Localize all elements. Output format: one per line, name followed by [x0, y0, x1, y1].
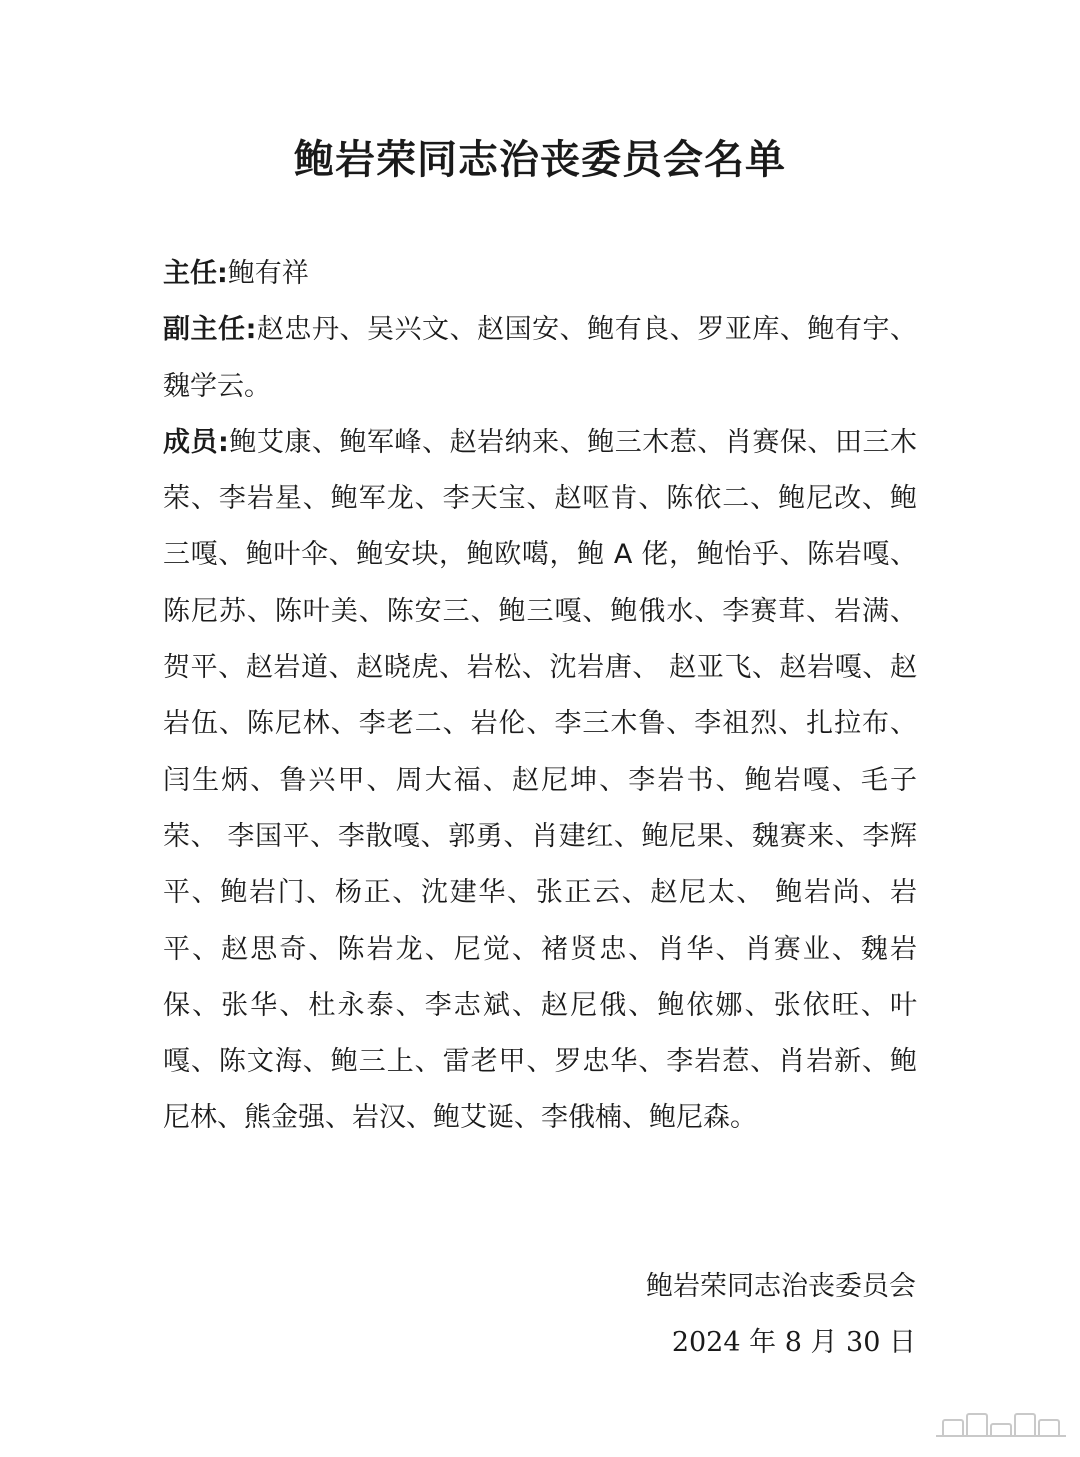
signature-date: 2024 年 8 月 30 日	[671, 1327, 916, 1358]
members-row	[163, 415, 917, 1147]
document-body	[163, 246, 917, 1147]
members-label: 成员:	[163, 426, 229, 458]
signature-organization: 鲍岩荣同志治丧委员会	[646, 1271, 916, 1302]
document-title: 鲍岩荣同志治丧委员会名单	[294, 137, 786, 183]
watermark-bar	[942, 1419, 964, 1435]
watermark-bar	[1038, 1419, 1060, 1435]
vice-chairs-names: 赵忠丹、吴兴文、赵国安、鲍有良、罗亚库、鲍有宇、魏学云。	[163, 314, 917, 402]
vice-chairs-label: 副主任:	[163, 314, 257, 346]
watermark-baseline	[936, 1435, 1066, 1437]
watermark-bar	[990, 1423, 1012, 1435]
chair-label: 主任:	[163, 258, 228, 289]
watermark-bar	[966, 1413, 988, 1435]
members-names: 鲍艾康、鲍军峰、赵岩纳来、鲍三木惹、肖赛保、田三木荣、李岩星、鲍军龙、李天宝、赵呕肯、陈依二、鲍尼改、鲍三嘎、鲍叶伞、鲍安块，鲍欧噶，鲍 A 佬，鲍怡乎、陈岩嘎、陈尼苏、陈叶美、陈安三、鲍三嘎、鲍俄水、李赛茸、岩满、贺平、赵岩道、赵晓虎、岩松、沈岩唐、 赵亚飞、赵岩嘎、赵岩伍、陈尼林、李老二、岩伦、李三木鲁、李祖烈、扎拉布、闫生炳、鲁兴甲、周大福、赵尼坤、李岩书、鲍岩嘎、毛子荣、 李国平、李散嘎、郭勇、肖建红、鲍尼果、魏赛来、李辉平、鲍岩门、杨正、沈建华、张正云、赵尼太、 鲍岩尚、岩平、赵思奇、陈岩龙、尼觉、褚贤忠、肖华、肖赛业、魏岩保、张华、杜永泰、李志斌、赵尼俄、鲍依娜、张依旺、叶嘎、陈文海、鲍三上、雷老甲、罗忠华、李岩惹、肖岩新、鲍尼林、熊金强、岩汉、鲍艾诞、李俄楠、鲍尼森。	[163, 426, 917, 1134]
chair-row	[163, 246, 917, 302]
watermark-bar	[1014, 1413, 1036, 1435]
chair-names: 鲍有祥	[227, 258, 309, 289]
bars-watermark-icon	[942, 1413, 1060, 1435]
vice-chairs-row	[163, 302, 917, 415]
